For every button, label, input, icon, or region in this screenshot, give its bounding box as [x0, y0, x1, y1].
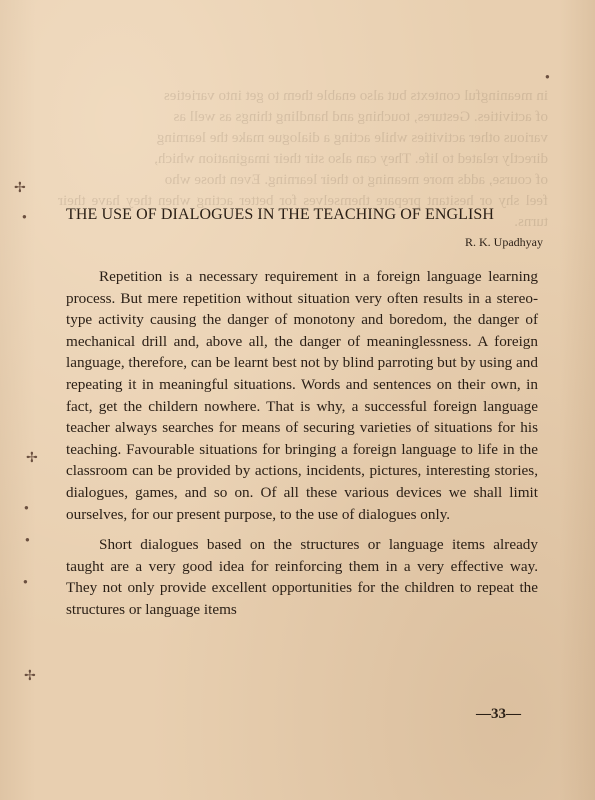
scuff-mark: ●	[23, 577, 28, 586]
bleed-line: various other activities while acting a dialogue make the learning	[156, 130, 548, 146]
bleed-line: of course, adds more meaning to their learning. Even those who	[164, 172, 548, 188]
article-body	[66, 266, 538, 630]
bleed-line: directly related to life. They can also stir their imagination which,	[154, 151, 548, 167]
scuff-mark: ✢	[24, 669, 36, 684]
article-author: R. K. Upadhyay	[465, 235, 543, 249]
scuff-mark: ●	[25, 535, 30, 544]
scuff-mark: ●	[545, 72, 550, 81]
page-number: —33—	[476, 706, 521, 722]
scuff-mark: ●	[22, 212, 27, 221]
article-title: THE USE OF DIALOGUES IN THE TEACHING OF ENGLISH	[66, 206, 495, 223]
paragraph: Repetition is a necessary requirement in a foreign language learning process. But mere repetition without situation very often results in a stereo-type activity causing the danger of monotony and boredom, the danger of mechanical drill and, above all, the danger of meaninglessness. A foreign language, therefore, can be learnt best not by blind parroting but by using and repeating it in meaningful situations. Words and sentences on their own, in fact, get the childern nowhere. That is why, a successful foreign language teacher always searches for means of securing varieties of situations for his teaching. Favourable situations for bringing a foreign language to life in the classroom can be provided by actions, incidents, pictures, interesting stories, dialogues, games, and so on. Of all these various devices we shall limit ourselves, for our present purpose, to the use of dialogues only.	[66, 268, 538, 523]
scuff-mark: ✢	[26, 451, 38, 466]
bleed-line: feel shy or hesitant prepare themselves for better acting when they have their turns.	[58, 193, 548, 230]
bleed-line: of activities. Gestures, touching and handling things as well as	[173, 109, 548, 125]
paragraph: Short dialogues based on the structures or language items already taught are a very good idea for reinforcing them in a very effective way. They not only provide excellent opportunities for the children to repeat the structures or language items	[66, 536, 538, 618]
scuff-mark: ●	[24, 503, 29, 512]
scuff-mark: ✢	[14, 181, 26, 196]
bleed-line: in meaningful contexts but also enable them to get into varieties	[163, 88, 548, 104]
